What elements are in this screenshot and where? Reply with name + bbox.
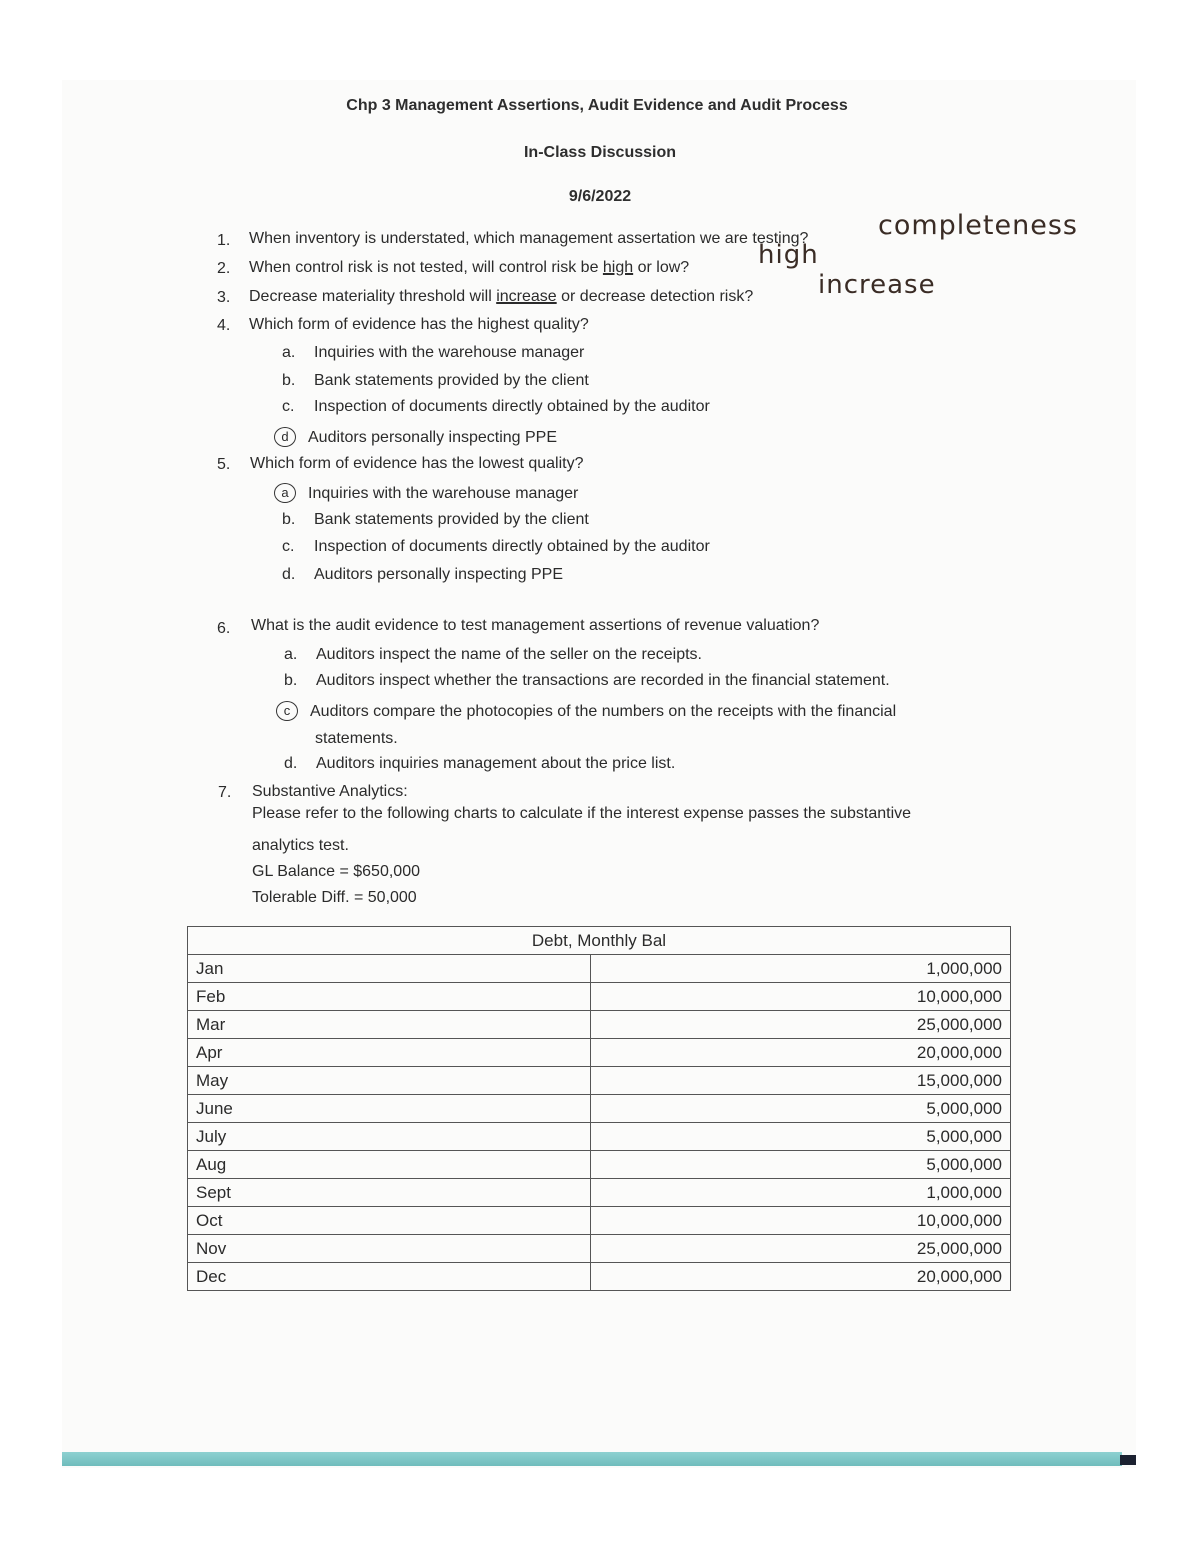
amount-cell: 15,000,000 — [591, 1067, 1011, 1095]
table-row — [188, 1095, 1011, 1123]
table-header-row — [188, 927, 1011, 955]
question-text-part: or low? — [633, 259, 690, 276]
option-letter: d. — [284, 755, 298, 772]
option-text: Bank statements provided by the client — [314, 372, 589, 389]
option-c-selected — [284, 701, 896, 721]
table-row — [188, 1123, 1011, 1151]
option-text: Inspection of documents directly obtained by the auditor — [314, 538, 710, 555]
amount-cell: 10,000,000 — [591, 983, 1011, 1011]
option-text: Inquiries with the warehouse manager — [314, 344, 585, 361]
handwritten-answer: increase — [818, 270, 936, 300]
teal-edge-strip — [62, 1452, 1122, 1466]
option-letter: c. — [282, 538, 295, 555]
option-c-continuation: statements. — [315, 730, 398, 747]
handwritten-answer: high — [758, 240, 819, 270]
question-text: Which form of evidence has the highest quality? — [249, 316, 589, 333]
question-number: 5. — [217, 456, 231, 473]
option-letter: a. — [284, 646, 298, 663]
amount-cell: 1,000,000 — [591, 955, 1011, 983]
table-row — [188, 955, 1011, 983]
month-cell: Feb — [188, 983, 591, 1011]
option-text: Auditors compare the photocopies of the numbers on the receipts with the financial — [310, 703, 897, 720]
table-row — [188, 1151, 1011, 1179]
option-text: Inspection of documents directly obtained by the auditor — [314, 398, 710, 415]
option-text: Auditors personally inspecting PPE — [314, 566, 564, 583]
instruction-line: analytics test. — [252, 837, 349, 854]
option-letter: c. — [282, 398, 295, 415]
month-cell: Sept — [188, 1179, 591, 1207]
question-number: 1. — [217, 232, 231, 249]
option-text: Bank statements provided by the client — [314, 511, 589, 528]
question-number: 7. — [218, 784, 232, 801]
gl-balance: GL Balance = $650,000 — [252, 863, 420, 880]
debt-monthly-balance-table — [187, 926, 1011, 1291]
option-b — [282, 372, 589, 390]
table-row — [188, 1179, 1011, 1207]
amount-cell: 25,000,000 — [591, 1235, 1011, 1263]
option-text: Auditors personally inspecting PPE — [308, 429, 558, 446]
table-row — [188, 983, 1011, 1011]
option-letter: d. — [282, 566, 296, 583]
option-c — [282, 538, 710, 556]
amount-cell: 5,000,000 — [591, 1151, 1011, 1179]
document-title: Chp 3 Management Assertions, Audit Evidence and Audit Process — [346, 97, 848, 114]
option-text: Inquiries with the warehouse manager — [308, 485, 579, 502]
question-text: Which form of evidence has the lowest quality? — [250, 455, 584, 472]
circled-answer-mark: d — [274, 427, 296, 447]
dark-corner-mark — [1120, 1455, 1136, 1465]
table-row — [188, 1067, 1011, 1095]
month-cell: Jan — [188, 955, 591, 983]
month-cell: Mar — [188, 1011, 591, 1039]
amount-cell: 10,000,000 — [591, 1207, 1011, 1235]
table-row — [188, 1263, 1011, 1291]
document-subtitle: In-Class Discussion — [523, 144, 677, 161]
question-text: What is the audit evidence to test management assertions of revenue valuation? — [251, 617, 820, 634]
table-row — [188, 1011, 1011, 1039]
underlined-word: high — [602, 259, 634, 276]
month-cell: June — [188, 1095, 591, 1123]
month-cell: Dec — [188, 1263, 591, 1291]
amount-cell: 20,000,000 — [591, 1263, 1011, 1291]
amount-cell: 5,000,000 — [591, 1095, 1011, 1123]
table-header: Debt, Monthly Bal — [188, 927, 1011, 955]
option-b — [284, 672, 890, 690]
underlined-word: increase — [496, 288, 557, 305]
option-d — [284, 755, 675, 773]
option-letter: b. — [282, 511, 296, 528]
option-text: Auditors inspect the name of the seller on the receipts. — [316, 646, 702, 663]
option-a-selected — [282, 483, 578, 503]
option-c — [282, 398, 710, 416]
month-cell: Nov — [188, 1235, 591, 1263]
question-text: Substantive Analytics: — [252, 783, 408, 800]
option-text: Auditors inquiries management about the price list. — [316, 755, 676, 772]
amount-cell: 5,000,000 — [591, 1123, 1011, 1151]
month-cell: Apr — [188, 1039, 591, 1067]
question-number: 6. — [217, 620, 231, 637]
amount-cell: 20,000,000 — [591, 1039, 1011, 1067]
question-number: 4. — [217, 317, 231, 334]
question-text: When inventory is understated, which management assertation we are testing? — [249, 230, 809, 247]
question-text-part: When control risk is not tested, will control risk be — [249, 259, 603, 276]
question-number: 2. — [217, 260, 231, 277]
question-text — [249, 288, 753, 306]
question-text — [249, 259, 689, 277]
option-a — [282, 344, 584, 362]
month-cell: July — [188, 1123, 591, 1151]
handwritten-answer: completeness — [878, 210, 1078, 241]
question-text-part: Decrease materiality threshold will — [249, 288, 497, 305]
tolerable-difference: Tolerable Diff. = 50,000 — [252, 889, 417, 906]
month-cell: Oct — [188, 1207, 591, 1235]
circled-answer-mark: a — [274, 483, 296, 503]
month-cell: Aug — [188, 1151, 591, 1179]
amount-cell: 1,000,000 — [591, 1179, 1011, 1207]
option-a — [284, 646, 702, 664]
amount-cell: 25,000,000 — [591, 1011, 1011, 1039]
option-d-selected — [282, 427, 557, 447]
question-text-part: or decrease detection risk? — [556, 288, 754, 305]
document-date: 9/6/2022 — [568, 188, 632, 205]
month-cell: May — [188, 1067, 591, 1095]
option-b — [282, 511, 589, 529]
table-row — [188, 1207, 1011, 1235]
circled-answer-mark: c — [276, 701, 298, 721]
option-letter: a. — [282, 344, 296, 361]
option-d — [282, 566, 563, 584]
option-text: Auditors inspect whether the transactions are recorded in the financial statement. — [316, 672, 890, 689]
question-number: 3. — [217, 289, 231, 306]
option-letter: b. — [284, 672, 298, 689]
table-row — [188, 1235, 1011, 1263]
option-letter: b. — [282, 372, 296, 389]
instruction-line: Please refer to the following charts to calculate if the interest expense passes the substantive — [252, 805, 912, 822]
table-row — [188, 1039, 1011, 1067]
